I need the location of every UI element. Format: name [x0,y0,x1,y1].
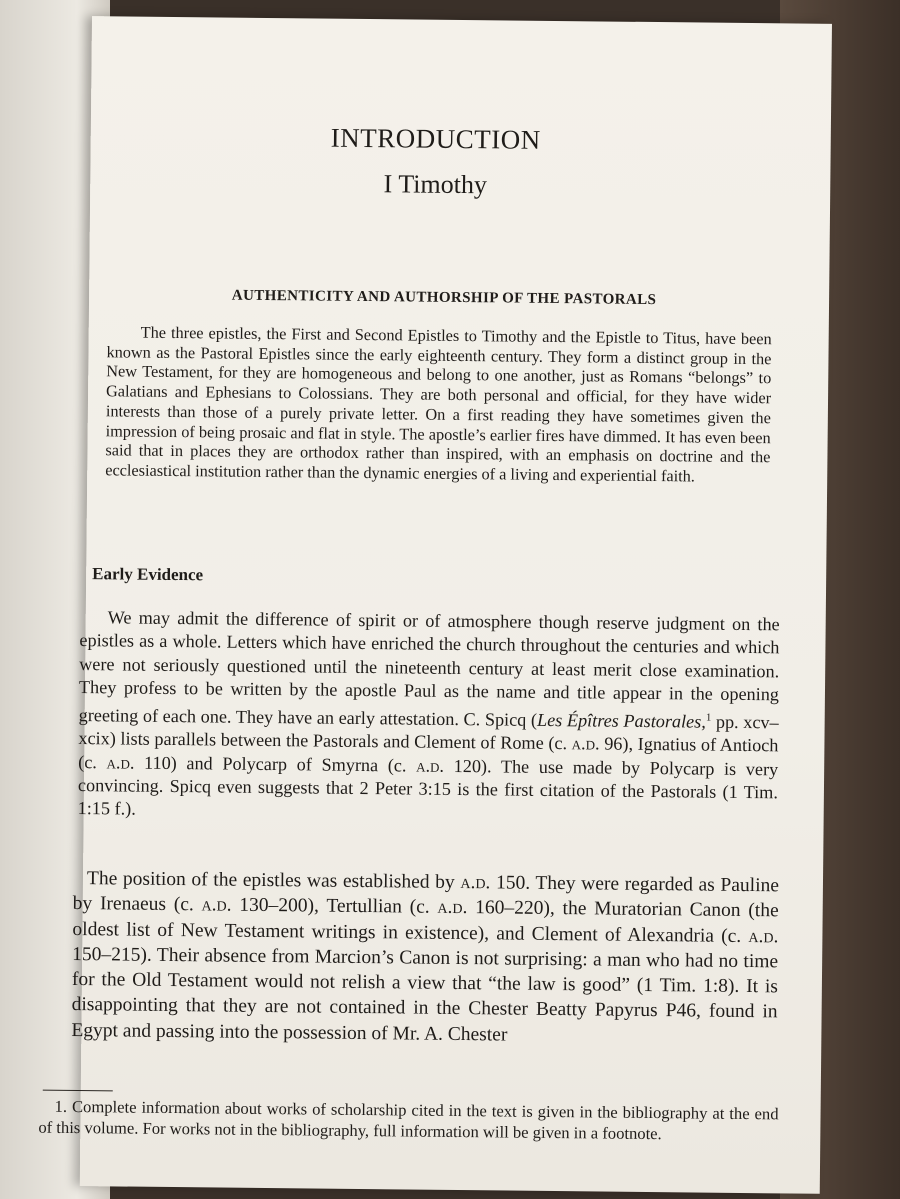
text-run: pp. xcv–xcix) lists parallels between the Pastorals and Clement of Rome (c. [78,711,779,754]
text-run: 130–200), Tertullian (c. [231,894,438,919]
footnote-mark: 1 [705,711,712,724]
era-abbrev: a.d. [571,733,600,754]
text-run: We may admit the difference of spirit or of atmosphere though reserve judgment on the epistles as a whole. Letters which have enriched the church throughout the centuries and which were not seriously questioned until the nineteenth century at least merit close examination. They profess to be written by the apostle Paul as the name and title appear in the opening greeting of each one. They have an early attestation. C. Spicq ( [78,607,780,730]
subheading-early-evidence: Early Evidence [92,564,204,585]
era-abbrev: a.d. [416,755,445,776]
era-abbrev: a.d. [460,872,491,894]
text-run: 120). The use made by Polycarp is very convincing. Spicq even suggests that 2 Peter 3:15 is the first citation of the Pastorals (1 Tim. 1:15 f.). [77,755,779,819]
chapter-heading: INTRODUCTION [330,122,541,155]
book-title: I Timothy [383,169,488,200]
text-run: 96), Ignatius of Antioch (c. [78,733,779,772]
text-run: 150. They were regarded as Pauline by Irenaeus (c. [72,872,780,916]
italic-book-title: Les Épîtres Pastorales, [536,709,706,732]
paragraph-early-evidence [78,606,780,828]
section-title: AUTHENTICITY AND AUTHORSHIP OF THE PASTORALS [231,287,657,309]
footnote: 1. Complete information about works of scholarship cited in the text is given in the bibliography at the end of this volume. For works not in the bibliography, full information will be given in a footnote. [38,1096,779,1144]
text-run: 110) and Polycarp of Smyrna (c. [134,752,417,776]
text-run: The position of the epistles was established by [86,868,461,894]
text-run: 160–220), the Muratorian Canon (the oldest list of New Testament writings in existence), and Clement of Alexandria (c. [72,897,779,947]
era-abbrev: a.d. [201,894,232,916]
paragraph-position [71,866,779,1050]
era-abbrev: a.d. [437,897,468,919]
paragraph-intro: The three epistles, the First and Second Epistles to Timothy and the Epistle to Titus, have been known as the Pastoral Epistles since the early eighteenth century. They form a distinct group in the New Testament, for they are homogeneous and belong to one another, just as Romans “belongs” to Galatians and Ephesians to Colossians. They are both personal and official, for they have wider interests than those of a purely private letter. On a first reading they have sometimes given the impression of being prosaic and flat in style. The apostle’s earlier fires have dimmed. It has even been said that in places they are orthodox rather than inspired, with an emphasis on doctrine and the ecclesiastical institution rather than the dynamic energies of a living and experiential faith. [105,322,772,486]
era-abbrev: a.d. [106,751,135,773]
era-abbrev: a.d. [748,925,779,947]
book-page [38,16,832,1194]
text-run: 150–215). Their absence from Marcion’s Canon is not surprising: a man who had no time for the Old Testament would not relish a view that “the law is good” (1 Tim. 1:8). It is disappointing that they are not contained in the Chester Beatty Papyrus P46, found in Egypt and passing into the possession of Mr. A. Chester [71,943,779,1046]
